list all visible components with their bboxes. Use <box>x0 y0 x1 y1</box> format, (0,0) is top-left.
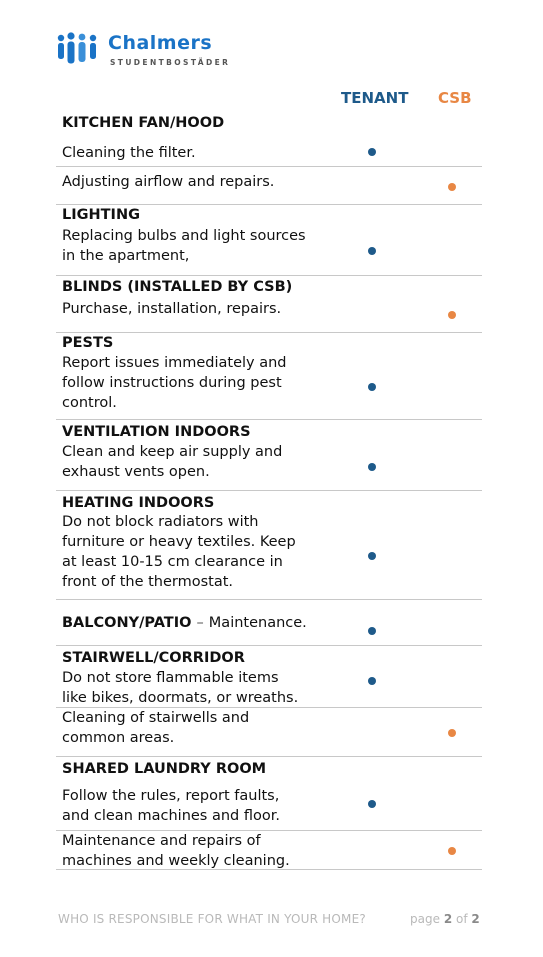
divider <box>56 332 482 333</box>
tenant-dot <box>368 627 376 635</box>
divider <box>56 419 482 420</box>
item-text: Cleaning of stairwells and common areas. <box>62 710 250 746</box>
item-text: Do not store flammable items like bikes, doormats, or wreaths. <box>62 670 299 706</box>
page-total: 2 <box>471 912 480 926</box>
section-title-lighting: LIGHTING <box>62 207 140 223</box>
divider <box>56 869 482 870</box>
item-text: Clean and keep air supply and exhaust vents open. <box>62 444 283 480</box>
people-logo-icon <box>56 32 102 70</box>
section-title-balcony: BALCONY/PATIO <box>62 615 192 631</box>
tenant-dot <box>368 148 376 156</box>
tenant-dot <box>368 383 376 391</box>
item-text: Cleaning the filter. <box>62 145 196 161</box>
logo-subtitle: STUDENTBOSTÄDER <box>110 58 231 67</box>
section-title-ventilation: VENTILATION INDOORS <box>62 424 251 440</box>
chalmers-logo <box>56 30 246 72</box>
tenant-dot <box>368 247 376 255</box>
item-text: Replacing bulbs and light sources in the apartment, <box>62 228 306 264</box>
page-indicator <box>410 912 480 926</box>
item-text: Purchase, installation, repairs. <box>62 301 282 317</box>
csb-dot <box>448 847 456 855</box>
page-word: page <box>410 912 440 926</box>
page-of: of <box>456 912 468 926</box>
section-title-pests: PESTS <box>62 335 114 351</box>
section-row-balcony <box>62 613 307 633</box>
divider <box>56 756 482 757</box>
page-current: 2 <box>443 912 453 926</box>
section-title-laundry: SHARED LAUNDRY ROOM <box>62 761 267 777</box>
csb-dot <box>448 311 456 319</box>
logo-name: Chalmers <box>108 32 213 54</box>
item-text: Follow the rules, report faults, and clean machines and floor. <box>62 788 280 824</box>
item-text: Maintenance. <box>208 615 307 631</box>
section-title-blinds: BLINDS (INSTALLED BY CSB) <box>62 279 293 295</box>
item-text: Report issues immediately and follow instructions during pest control. <box>62 355 287 411</box>
item-text: Do not block radiators with furniture or heavy textiles. Keep at least 10-15 cm clearance in front of the thermostat. <box>62 514 296 590</box>
section-title-heating: HEATING INDOORS <box>62 495 215 511</box>
tenant-dot <box>368 552 376 560</box>
divider <box>56 645 482 646</box>
tenant-dot <box>368 677 376 685</box>
separator-dash: – <box>196 615 204 631</box>
item-text: Maintenance and repairs of machines and weekly cleaning. <box>62 833 290 869</box>
csb-dot <box>448 183 456 191</box>
tenant-dot <box>368 800 376 808</box>
divider <box>56 490 482 491</box>
csb-dot <box>448 729 456 737</box>
section-title-kitchen: KITCHEN FAN/HOOD <box>62 115 225 131</box>
item-text: Adjusting airflow and repairs. <box>62 174 275 190</box>
footer-title: WHO IS RESPONSIBLE FOR WHAT IN YOUR HOME? <box>58 912 366 926</box>
divider <box>56 599 482 600</box>
column-header-csb: CSB <box>438 89 472 107</box>
column-header-tenant: TENANT <box>341 89 409 107</box>
divider <box>56 166 482 167</box>
tenant-dot <box>368 463 376 471</box>
section-title-stairwell: STAIRWELL/CORRIDOR <box>62 650 245 666</box>
divider <box>56 275 482 276</box>
